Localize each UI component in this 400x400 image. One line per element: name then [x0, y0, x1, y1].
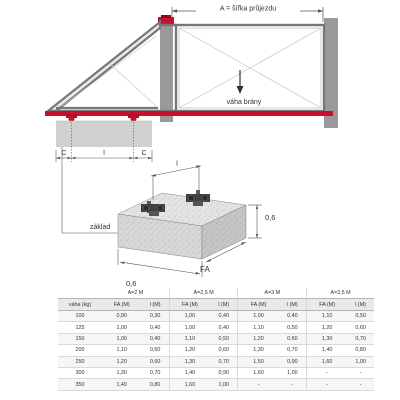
table-cell: 0,50	[347, 311, 374, 322]
table-cell: 0,60	[279, 333, 307, 344]
table-cell: 0,60	[141, 356, 169, 367]
table-row	[58, 322, 374, 333]
column-header: váha (kg)	[58, 299, 102, 311]
table-cell: 350	[58, 379, 102, 390]
table-cell: 0,70	[210, 356, 238, 367]
table-cell: 0,30	[141, 311, 169, 322]
column-header: FA (M)	[169, 299, 210, 311]
column-header: FA (M)	[102, 299, 141, 311]
table-cell: 1,00	[238, 311, 279, 322]
table-cell: 1,00	[169, 322, 210, 333]
table-sub-header-row	[58, 299, 374, 311]
table-cell: 1,50	[238, 356, 279, 367]
table-cell: -	[238, 379, 279, 390]
table-cell: 1,00	[102, 322, 141, 333]
foundation-strip	[56, 121, 152, 147]
bottom-rail	[45, 111, 333, 116]
table-cell: -	[307, 379, 348, 390]
table-cell: 250	[58, 356, 102, 367]
group-header: A=2 M	[102, 288, 169, 299]
table-cell: 1,30	[169, 356, 210, 367]
table-cell: 1,00	[210, 379, 238, 390]
table-group-header-row	[58, 288, 374, 299]
table-cell: 0,70	[279, 345, 307, 356]
table-cell: 1,10	[169, 333, 210, 344]
table-cell: 0,90	[102, 311, 141, 322]
foundation-size-table	[58, 288, 374, 391]
table-row	[58, 367, 374, 378]
table-cell: 1,00	[279, 367, 307, 378]
table-cell: 0,90	[279, 356, 307, 367]
table-cell: 100	[58, 311, 102, 322]
table-cell: 0,60	[347, 322, 374, 333]
table-cell: 1,60	[307, 356, 348, 367]
column-header: FA (M)	[307, 299, 348, 311]
group-header: A=3 M	[238, 288, 307, 299]
table-cell: 0,80	[141, 379, 169, 390]
table-row	[58, 356, 374, 367]
table-cell: 125	[58, 322, 102, 333]
group-header: A=2,5 M	[169, 288, 238, 299]
table-cell: 1,20	[307, 322, 348, 333]
table-cell: 0,70	[141, 367, 169, 378]
table-cell: 1,60	[169, 379, 210, 390]
column-header: l (M)	[141, 299, 169, 311]
table-cell: 0,50	[279, 322, 307, 333]
table-cell: -	[347, 379, 374, 390]
table-row	[58, 379, 374, 390]
table-cell: 1,10	[102, 345, 141, 356]
table-row	[58, 311, 374, 322]
column-header: FA (M)	[238, 299, 279, 311]
table-cell: 0,70	[347, 333, 374, 344]
c-right-label: C	[141, 150, 147, 157]
table-cell: 1,40	[307, 345, 348, 356]
table-cell: 1,30	[238, 345, 279, 356]
gate-weight-label: váha brány	[226, 99, 262, 106]
table-cell: 200	[58, 345, 102, 356]
column-header: l (M)	[279, 299, 307, 311]
group-header: A=3,5 M	[307, 288, 374, 299]
table-cell: 1,00	[102, 333, 141, 344]
column-header: l (M)	[210, 299, 238, 311]
table-cell: 1,40	[169, 367, 210, 378]
table-row	[58, 345, 374, 356]
table-cell: 1,10	[307, 311, 348, 322]
table-cell: 0,40	[210, 322, 238, 333]
table-cell: 150	[58, 333, 102, 344]
gate-tail	[48, 22, 160, 111]
concrete-block	[118, 193, 246, 259]
c-left-label: C	[61, 150, 67, 157]
table-cell: 0,40	[210, 311, 238, 322]
table-cell: 1,40	[102, 379, 141, 390]
block-width-label: 0,6	[126, 279, 137, 288]
left-post	[160, 20, 173, 122]
block-height-label: 0,6	[265, 213, 276, 222]
block-length-label: FA	[200, 265, 210, 274]
table-row	[58, 333, 374, 344]
table-cell: 0,40	[279, 311, 307, 322]
width-dimension-label: A = šířka průjezdu	[219, 5, 277, 13]
table-cell: -	[279, 379, 307, 390]
table-cell: 0,40	[141, 333, 169, 344]
table-cell: 1,30	[307, 333, 348, 344]
block-l-label: l	[176, 161, 178, 168]
table-cell: 1,20	[102, 356, 141, 367]
table-cell: 0,40	[141, 322, 169, 333]
table-cell: 1,30	[102, 367, 141, 378]
table-cell: 1,00	[169, 311, 210, 322]
table-cell: 0,50	[141, 345, 169, 356]
table-cell: 300	[58, 367, 102, 378]
l-mid-label: l	[103, 150, 105, 157]
table-cell: -	[347, 367, 374, 378]
column-header: l (M)	[347, 299, 374, 311]
table-cell: 0,50	[210, 333, 238, 344]
table-cell: 0,80	[347, 345, 374, 356]
table-cell: -	[307, 367, 348, 378]
table-cell: 1,60	[238, 367, 279, 378]
gate-elevation	[45, 3, 338, 147]
table-cell: 1,20	[238, 333, 279, 344]
base-label: základ	[90, 224, 111, 231]
table-cell: 1,20	[169, 345, 210, 356]
table-cell: 0,90	[210, 367, 238, 378]
table-cell: 1,00	[347, 356, 374, 367]
table-cell: 0,60	[210, 345, 238, 356]
table-cell: 1,10	[238, 322, 279, 333]
